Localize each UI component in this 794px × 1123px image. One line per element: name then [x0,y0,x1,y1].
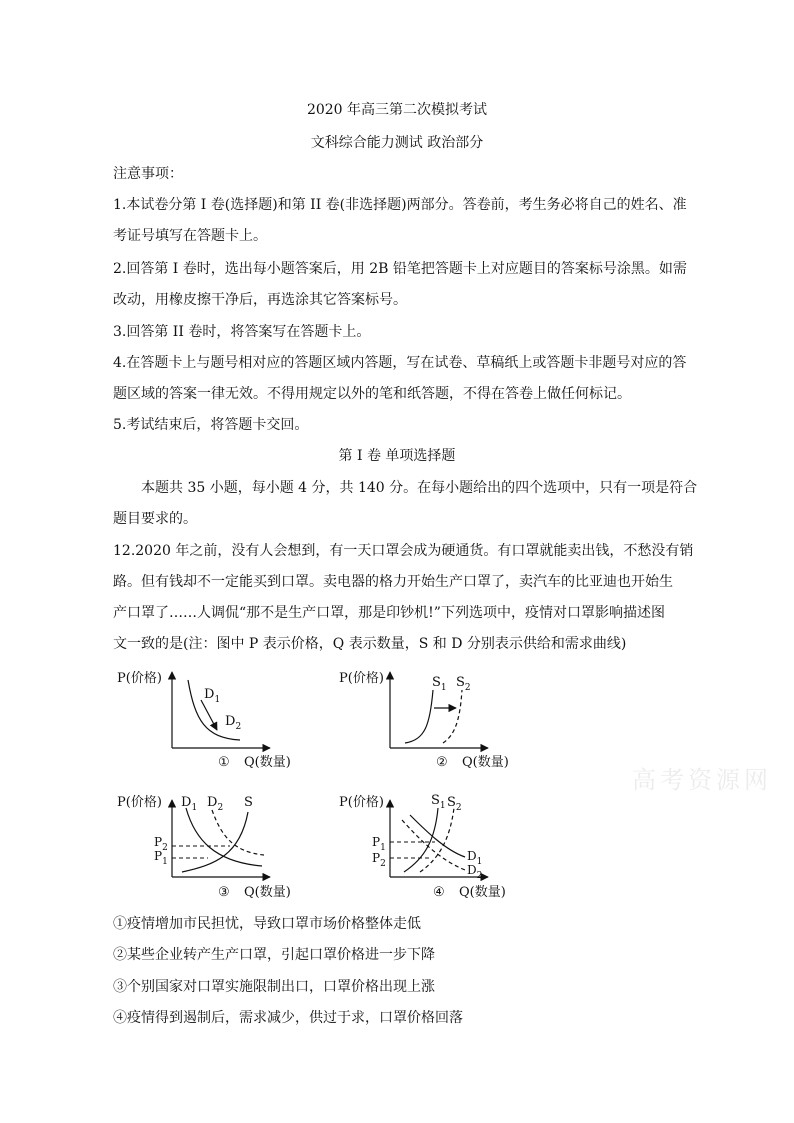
fig3-d1-label: $D_1$ [181,795,198,813]
note-1-line-2: 考证号填写在答题卡上。 [113,228,267,244]
fig3-s-label: S [244,795,253,810]
fig4-d2-curve [402,820,465,870]
fig1-p-axis-label: P(价格) [117,671,162,686]
fig4-s2-label: $S_2$ [447,795,462,813]
fig1-number: ① [218,755,230,770]
note-3: 3.回答第 II 卷时，将答案写在答题卡上。 [113,324,371,340]
section-intro-line-2: 题目要求的。 [113,511,197,527]
fig1-d2-label: $D_2$ [225,714,242,732]
fig1-d1-label: $D_1$ [204,687,221,705]
note-2-line-1: 2.回答第 I 卷时，选出每小题答案后，用 2B 铅笔把答题卡上对应题目的答案标号涂黑。如需 [113,261,687,277]
fig4-d1-curve [410,815,465,857]
notes-heading: 注意事项： [113,166,183,182]
fig2-s2-curve [443,690,462,743]
option-3: ③个别国家对口罩实施限制出口，口罩价格出现上涨 [113,979,435,995]
fig2-number: ② [436,755,448,770]
fig2-p-axis-label: P(价格) [339,671,384,686]
fig1-q-axis-label: Q(数量) [244,755,291,770]
note-1-line-1: 1.本试卷分第 I 卷(选择题)和第 II 卷(非选择题)两部分。答卷前，考生务必将自己的姓名、准 [113,197,687,213]
fig4-s1-curve [404,808,438,872]
option-1: ①疫情增加市民担忧，导致口罩市场价格整体走低 [113,916,421,932]
fig4-number: ④ [433,885,445,900]
section-title: 第 I 卷 单项选择题 [338,448,456,464]
question-12-line-1: 12.2020 年之前，没有人会想到，有一天口罩会成为硬通货。有口罩就能卖出钱，不愁没有销 [113,543,694,559]
fig4-p1-label: $P_1$ [372,835,386,853]
watermark: 高考资源网 [632,766,772,794]
note-4-line-1: 4.在答题卡上与题号相对应的答题区域内答题，写在试卷、草稿纸上或答题卡非题号对应的答 [113,355,687,371]
figure-1 [117,670,291,770]
question-12-line-2: 路。但有钱却不一定能买到口罩。卖电器的格力开始生产口罩了，卖汽车的比亚迪也开始生 [113,574,673,590]
exam-title: 2020 年高三第二次模拟考试 [306,102,488,118]
fig3-d1-curve [186,808,262,866]
fig2-s2-label: $S_2$ [456,675,471,693]
fig3-p1-label: $P_1$ [154,849,168,867]
figure-2 [339,670,509,770]
section-intro-line-1: 本题共 35 小题，每小题 4 分，共 140 分。在每小题给出的四个选项中，只有一项是符合 [141,480,698,496]
fig4-p-axis-label: P(价格) [339,795,384,810]
fig2-s1-curve [405,690,433,743]
note-2-line-2: 改动，用橡皮擦干净后，再选涂其它答案标号。 [113,292,407,308]
fig3-d2-curve [212,810,264,855]
fig3-d2-label: $D_2$ [207,795,224,813]
fig4-d1-label: $D_1$ [467,849,483,867]
fig2-s1-label: $S_1$ [432,675,447,693]
figure-4 [339,793,506,900]
fig3-number: ③ [218,885,230,900]
note-5: 5.考试结束后，将答题卡交回。 [113,417,309,433]
option-2: ②某些企业转产生产口罩，引起口罩价格进一步下降 [113,947,435,963]
fig4-p2-label: $P_2$ [372,851,386,869]
exam-subtitle: 文科综合能力测试 政治部分 [310,135,484,151]
question-12-line-4: 文一致的是(注：图中 P 表示价格，Q 表示数量，S 和 D 分别表示供给和需求曲线) [113,636,627,652]
fig2-q-axis-label: Q(数量) [462,755,509,770]
fig3-p-axis-label: P(价格) [117,795,162,810]
fig3-s-curve [182,812,248,872]
figure-3 [117,794,291,900]
fig3-p2-label: $P_2$ [154,835,168,853]
fig4-q-axis-label: Q(数量) [459,885,506,900]
fig4-d2-label: $D_2$ [467,863,483,881]
note-4-line-2: 题区域的答案一律无效。不得用规定以外的笔和纸答题，不得在答卷上做任何标记。 [113,386,631,402]
option-4: ④疫情得到遏制后，需求减少，供过于求，口罩价格回落 [113,1010,463,1026]
question-12-line-3: 产口罩了……人调侃“那不是生产口罩，那是印钞机!”下列选项中，疫情对口罩影响描述图 [113,605,665,621]
fig3-q-axis-label: Q(数量) [244,885,291,900]
fig4-s1-label: $S_1$ [431,793,446,811]
